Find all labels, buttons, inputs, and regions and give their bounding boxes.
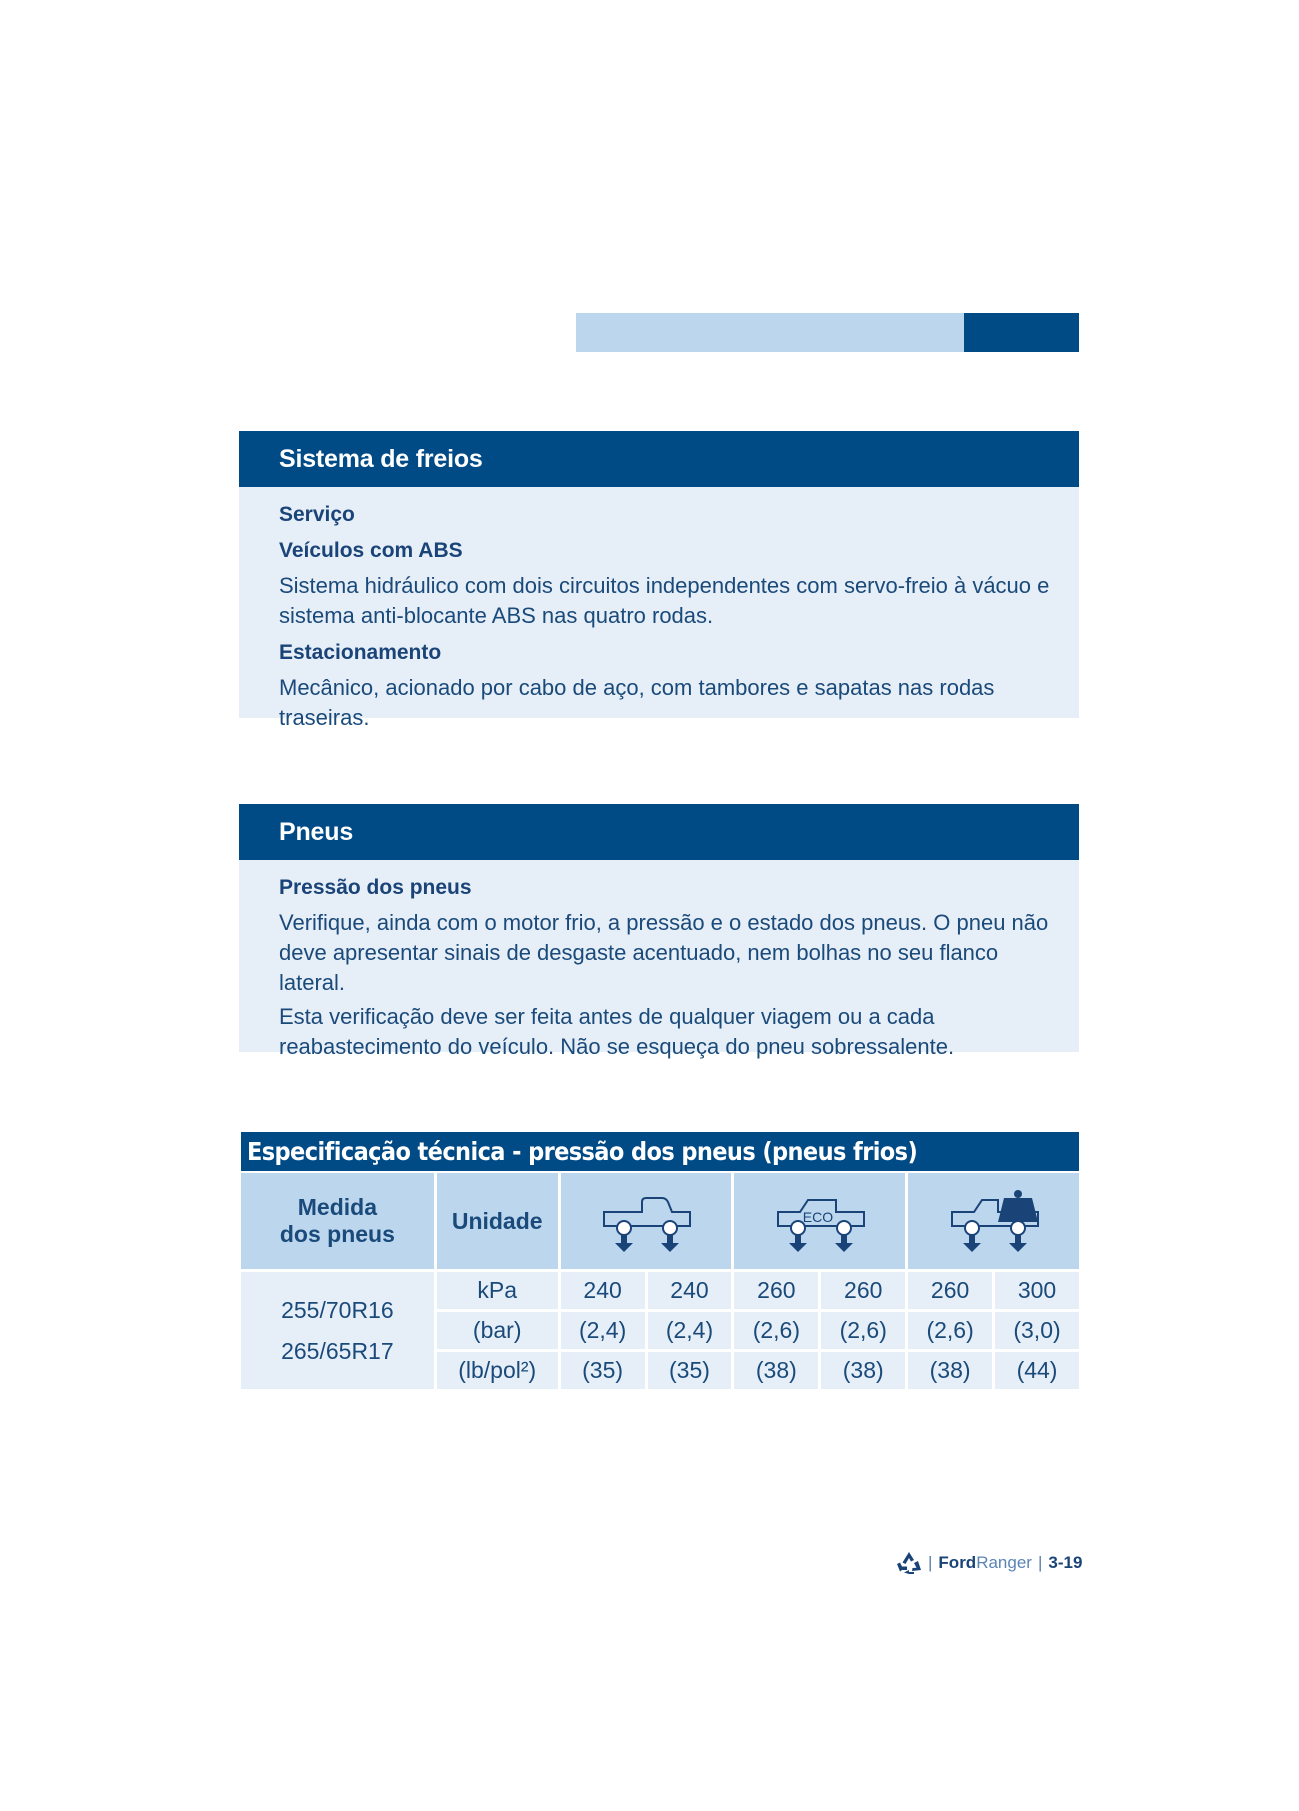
tires-text-1: Verifique, ainda com o motor frio, a pressão e o estado dos pneus. O pneu não deve apresentar sinais de desgaste acentuado, nem bolhas no seu flanco lateral.: [279, 910, 1049, 995]
brakes-parking-text: Mecânico, acionado por cabo de aço, com tambores e sapatas nas rodas traseiras.: [279, 675, 995, 730]
value-psi-3: (38): [734, 1352, 818, 1389]
value-bar-3: (2,6): [734, 1312, 818, 1349]
col-header-tire-size-line2: dos pneus: [279, 1221, 395, 1247]
value-psi-6: (44): [995, 1352, 1079, 1389]
header-accent-bar-light: [576, 313, 964, 352]
eco-label: ECO: [802, 1209, 834, 1225]
spec-title: Especificação técnica - pressão dos pneus (pneus frios): [241, 1132, 1079, 1171]
brakes-section: [239, 431, 1079, 730]
truck-normal-load-icon: [598, 1188, 694, 1254]
page-number: 3-19: [1048, 1553, 1083, 1572]
unit-bar: (bar): [437, 1312, 558, 1349]
brakes-abs-heading: Veículos com ABS: [279, 539, 463, 562]
value-psi-2: (35): [648, 1352, 732, 1389]
page-footer: [896, 1550, 1082, 1576]
value-psi-5: (38): [908, 1352, 992, 1389]
brakes-abs-text: Sistema hidráulico com dois circuitos independentes com servo-freio à vácuo e sistema anti-blocante ABS nas quatro rodas.: [279, 573, 1050, 628]
header-accent-bar-dark: [964, 313, 1079, 352]
value-bar-2: (2,4): [648, 1312, 732, 1349]
tires-body: [239, 860, 1079, 1059]
col-header-normal-load: [561, 1173, 732, 1269]
value-bar-6: (3,0): [995, 1312, 1079, 1349]
col-header-full-load: [908, 1173, 1079, 1269]
col-header-unit: Unidade: [437, 1173, 558, 1269]
brakes-parking-heading: Estacionamento: [279, 641, 442, 664]
value-psi-4: (38): [821, 1352, 905, 1389]
brakes-body: [239, 487, 1079, 730]
tire-size-2: 265/65R17: [281, 1337, 394, 1364]
tires-text-2: Esta verificação deve ser feita antes de qualquer viagem ou a cada reabastecimento do veículo. Não se esqueça do pneu sobressalente.: [279, 1004, 955, 1059]
value-kpa-1: 240: [561, 1272, 645, 1309]
col-header-tire-size-line1: Medida: [297, 1194, 377, 1220]
truck-full-load-icon: [946, 1188, 1042, 1254]
tire-size-cell: [241, 1272, 434, 1389]
spec-grid: [238, 1170, 1082, 1392]
footer-brand-ford: Ford: [938, 1553, 977, 1572]
tire-size-1: 255/70R16: [281, 1296, 394, 1323]
value-bar-4: (2,6): [821, 1312, 905, 1349]
footer-separator-1: |: [928, 1553, 933, 1572]
brakes-service-heading: Serviço: [279, 503, 355, 526]
value-kpa-4: 260: [821, 1272, 905, 1309]
recycle-icon: [896, 1551, 922, 1575]
value-bar-5: (2,6): [908, 1312, 992, 1349]
brakes-title: Sistema de freios: [239, 431, 1079, 487]
tires-pressure-heading: Pressão dos pneus: [279, 876, 472, 899]
value-bar-1: (2,4): [561, 1312, 645, 1349]
tires-title: Pneus: [239, 804, 1079, 860]
value-kpa-6: 300: [995, 1272, 1079, 1309]
value-kpa-2: 240: [648, 1272, 732, 1309]
value-kpa-3: 260: [734, 1272, 818, 1309]
col-header-tire-size: [241, 1173, 434, 1269]
value-psi-1: (35): [561, 1352, 645, 1389]
unit-psi: (lb/pol²): [437, 1352, 558, 1389]
value-kpa-5: 260: [908, 1272, 992, 1309]
unit-kpa: kPa: [437, 1272, 558, 1309]
footer-separator-2: |: [1037, 1553, 1043, 1572]
col-header-eco: [734, 1173, 905, 1269]
tires-section: [239, 804, 1079, 1059]
footer-brand-model: Ranger: [976, 1553, 1032, 1572]
tire-pressure-spec-table: [241, 1132, 1079, 1392]
